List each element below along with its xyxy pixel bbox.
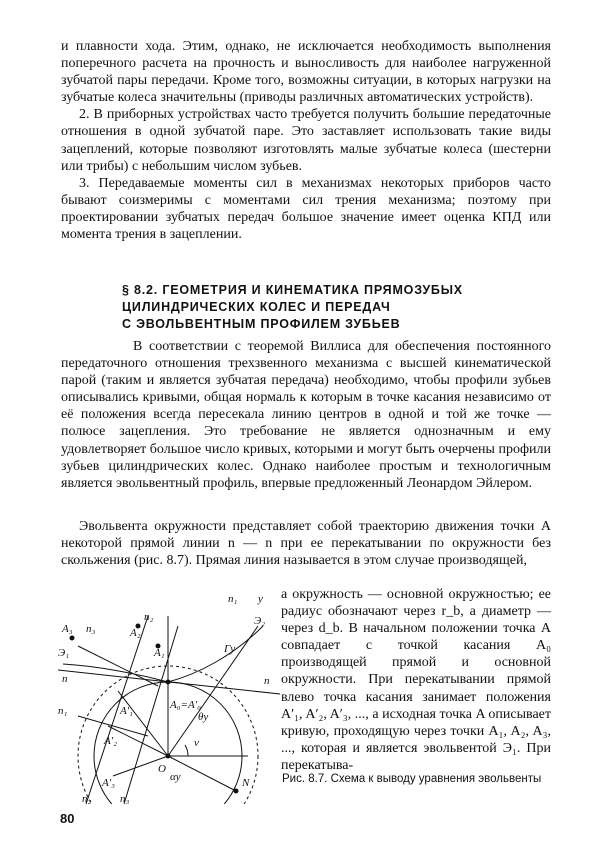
radius-a1 bbox=[118, 691, 168, 756]
paragraph-item-3: 3. Передаваемые моменты сил в механизмах некоторых приборов часто бывают соизмеримы с моментами сил трения механизма; поэтому при проектировании зубчатых передач большое значение имеет оценка КПД или момента трения в зацеплении. bbox=[61, 175, 551, 243]
radius-a2 bbox=[108, 726, 168, 756]
section-heading-line-2: ЦИЛИНДРИЧЕСКИХ КОЛЕС И ПЕРЕДАЧ bbox=[122, 300, 391, 314]
label-n3-bottom: n₃ bbox=[120, 793, 130, 804]
label-E1: Э₁ bbox=[58, 647, 70, 659]
paragraph-involute-start: Эвольвента окружности представляет собой траекторию движения точки A некоторой прямой линии n — n при ее перекатывании по окружности без скольжения (рис. 8.7). Прямая линия называется в этом случае производящей, bbox=[61, 519, 551, 569]
intro-text bbox=[61, 38, 551, 243]
tangent-line-3 bbox=[86, 616, 148, 804]
involute-right bbox=[168, 626, 263, 682]
involute-left bbox=[63, 664, 168, 682]
point-a0 bbox=[166, 680, 171, 685]
label-n-left: n bbox=[62, 673, 68, 685]
label-n2: n₂ bbox=[144, 611, 154, 623]
line-o-y bbox=[168, 626, 258, 756]
label-O: O bbox=[158, 763, 166, 775]
paragraph-item-2: 2. В приборных устройствах часто требуется получить большие передаточные отношения в одной зубчатой паре. Это заставляет использовать такие виды зацеплений, которые позволяют изготовлять малые зубчатые колеса (шестерни или трибы) с небольшим числом зубьев. bbox=[61, 107, 551, 174]
figure-caption: Рис. 8.7. Схема к выводу уравнения эвольвенты bbox=[282, 773, 542, 785]
label-N: N bbox=[242, 777, 250, 789]
label-A3p: A′₃ bbox=[102, 777, 115, 789]
label-y: y bbox=[258, 593, 263, 605]
label-A1p: A′₁ bbox=[120, 705, 133, 717]
label-gy: Γy bbox=[224, 643, 236, 655]
angle-arc bbox=[185, 745, 188, 756]
label-alpha: αy bbox=[170, 771, 181, 783]
tangent-line-2 bbox=[78, 716, 148, 736]
paragraph-involute-continued: а окружность — основной окружностью; ее радиус обозначают через r_b, а диаметр — через d_b. В начальном положении точка A совпадает с точкой касания A₀ производящей прямой и основной окружности. При перекатывании прямой влево точка касания занимает положения A′₁, A′₂, A′₃, ..., а исходная точка A описывает кривую, проходящую через точки A₁, A₂, A₃, ..., которая и является эвольвентой Э₁. При перекатыва- bbox=[281, 587, 551, 773]
label-n2-bottom: n₂ bbox=[82, 793, 92, 804]
label-A3: A₃ bbox=[62, 623, 73, 635]
involute-paragraph-continued bbox=[281, 586, 551, 774]
involute-diagram bbox=[58, 586, 280, 804]
point-a3 bbox=[70, 636, 75, 641]
paragraph-willis: В соответствии с теоремой Виллиса для обеспечения постоянного передаточного отношения трехзвенного механизма с высшей кинематической парой (таким и является зубчатая передача) необходимо, чтобы профили зубьев описывались кривыми, общая нормаль к которым в точке касания независимо от её положения всегда пересекала линию центров в одной и той же точке — полюсе зацепления. Это требование не является однозначным и ему удовлетворяет большое число кривых, которыми и могут быть очерчены профили зубьев цилиндрических колес. Однако наиболее простым и технологичным является эвольвентный профиль, впервые предложенный Леонардом Эйлером. bbox=[61, 339, 551, 491]
label-A0: A₀=A′₀ bbox=[170, 699, 201, 711]
label-n-right: n bbox=[264, 675, 270, 687]
page-number: 80 bbox=[60, 811, 75, 826]
point-o bbox=[166, 754, 171, 759]
involute-paragraph-block bbox=[61, 518, 551, 569]
willis-paragraph-block bbox=[61, 338, 551, 492]
label-A2: A₂ bbox=[130, 627, 141, 639]
label-n1-left: n₁ bbox=[58, 705, 68, 717]
label-n1-top: n₁ bbox=[228, 593, 238, 605]
label-nu: ν bbox=[194, 737, 199, 749]
label-theta: θy bbox=[198, 711, 209, 723]
label-n3: n₃ bbox=[86, 623, 96, 635]
paragraph-continuation: и плавности хода. Этим, однако, не исключается необходимость выполнения поперечного расчета на прочность и выносливость для наиболее нагруженной зубчатой пары передачи. Кроме того, возможны ситуации, в которых нагрузки на зубчатые колеса значительны (приводы различных автоматических устройств). bbox=[61, 39, 551, 106]
point-n bbox=[234, 789, 239, 794]
section-heading-line-3: С ЭВОЛЬВЕНТНЫМ ПРОФИЛЕМ ЗУБЬЕВ bbox=[122, 317, 401, 331]
section-heading bbox=[122, 282, 502, 333]
label-E2: Э₂ bbox=[254, 615, 266, 627]
label-A2p: A′₂ bbox=[104, 735, 117, 747]
section-heading-line-1: § 8.2. ГЕОМЕТРИЯ И КИНЕМАТИКА ПРЯМОЗУБЫХ bbox=[122, 283, 463, 297]
label-A1: A₁ bbox=[154, 647, 165, 659]
